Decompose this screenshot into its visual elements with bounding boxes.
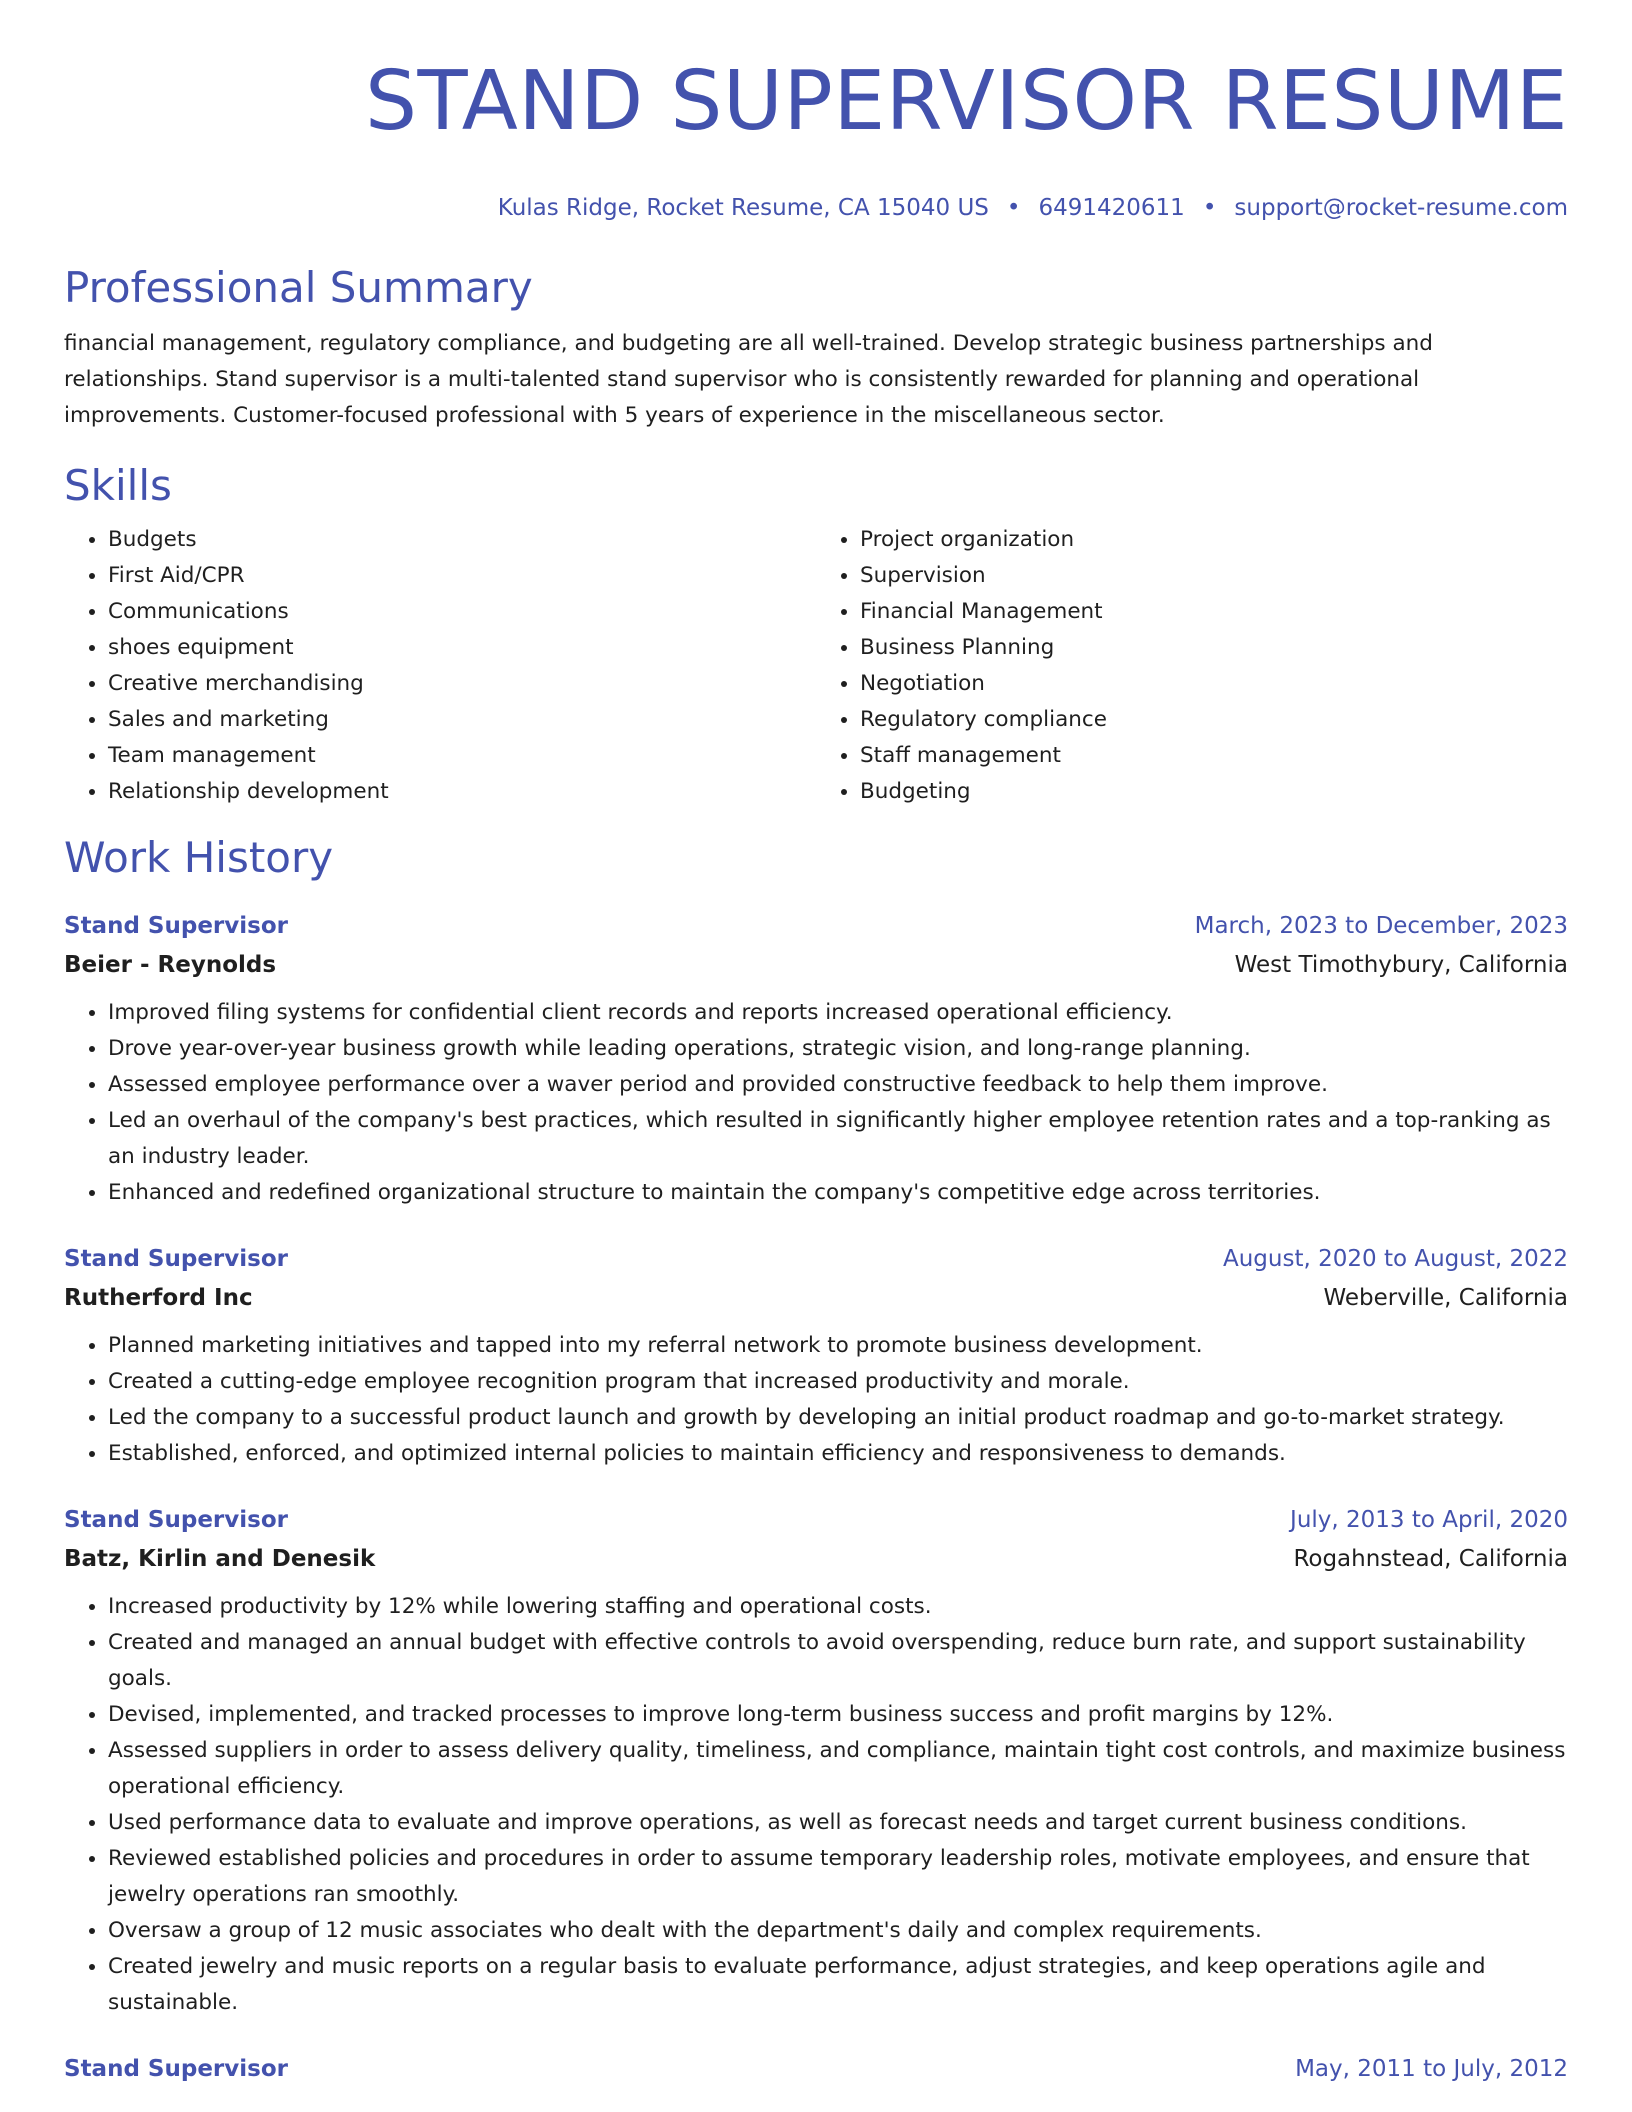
section-title-work-history: Work History xyxy=(64,833,334,882)
skill-item: • Relationship development xyxy=(108,774,816,810)
job-location: Rogahnstead, California xyxy=(1293,1546,1568,1572)
job-bullet: • Enhanced and redefined organizational structure to maintain the company's competitive edge across territories. xyxy=(108,1175,1568,1211)
skills-columns xyxy=(64,522,1568,810)
contact-phone: 6491420611 xyxy=(1038,195,1185,221)
skill-item: • Staff management xyxy=(860,738,1568,774)
job-bullet-list xyxy=(64,1328,1568,1472)
job-bullet: • Devised, implemented, and tracked processes to improve long-term business success and profit margins by 12%. xyxy=(108,1697,1568,1733)
job-subheader xyxy=(64,1282,1568,1314)
job-bullet: • Drove year-over-year business growth while leading operations, strategic vision, and long-range planning. xyxy=(108,1031,1568,1067)
job-bullet: • Led an overhaul of the company's best practices, which resulted in significantly higher employee retention rates and a top-ranking as an industry leader. xyxy=(108,1103,1568,1175)
job-header xyxy=(64,1243,1568,1275)
contact-separator: • xyxy=(1202,195,1217,221)
skill-item: • Budgeting xyxy=(860,774,1568,810)
job-company: Rutherford Inc xyxy=(64,1285,253,1311)
job-bullet: • Used performance data to evaluate and improve operations, as well as forecast needs and target current business conditions. xyxy=(108,1805,1568,1841)
job-dates: March, 2023 to December, 2023 xyxy=(1194,913,1568,939)
contact-address: Kulas Ridge, Rocket Resume, CA 15040 US xyxy=(497,195,989,221)
job-bullet: • Increased productivity by 12% while lowering staffing and operational costs. xyxy=(108,1589,1568,1625)
job-title: Stand Supervisor xyxy=(64,1246,288,1272)
job-company: Beier - Reynolds xyxy=(64,952,277,978)
job-bullet: • Led the company to a successful product launch and growth by developing an initial product roadmap and go-to-market strategy. xyxy=(108,1400,1568,1436)
job-entry xyxy=(64,2053,1568,2085)
job-bullet: • Planned marketing initiatives and tapped into my referral network to promote business development. xyxy=(108,1328,1568,1364)
skill-item: • Communications xyxy=(108,594,816,630)
job-bullet: • Oversaw a group of 12 music associates who dealt with the department's daily and complex requirements. xyxy=(108,1913,1568,1949)
job-bullet: • Established, enforced, and optimized internal policies to maintain efficiency and responsiveness to demands. xyxy=(108,1436,1568,1472)
job-title: Stand Supervisor xyxy=(64,913,288,939)
job-header xyxy=(64,2053,1568,2085)
summary-text: financial management, regulatory compliance, and budgeting are all well-trained. Develop strategic business partnerships and relationships. Stand supervisor is a multi-talented stand supervisor who is consistently rewarded for planning and operational improvements. Customer-focused professional with 5 years of experience in the miscellaneous sector. xyxy=(64,331,1433,428)
resume-header xyxy=(64,0,1568,224)
skill-item: • shoes equipment xyxy=(108,630,816,666)
skill-item: • Team management xyxy=(108,738,816,774)
skill-item: • Creative merchandising xyxy=(108,666,816,702)
job-bullet: • Created a cutting-edge employee recognition program that increased productivity and morale. xyxy=(108,1364,1568,1400)
job-header xyxy=(64,1504,1568,1536)
job-title: Stand Supervisor xyxy=(64,2056,288,2082)
skill-item: • Supervision xyxy=(860,558,1568,594)
skill-item: • Negotiation xyxy=(860,666,1568,702)
job-bullet-list xyxy=(64,995,1568,1211)
skill-item: • Business Planning xyxy=(860,630,1568,666)
job-bullet: • Reviewed established policies and procedures in order to assume temporary leadership roles, motivate employees, and ensure that jewelry operations ran smoothly. xyxy=(108,1841,1568,1913)
job-dates: July, 2013 to April, 2020 xyxy=(1290,1507,1568,1533)
job-bullet: • Created and managed an annual budget with effective controls to avoid overspending, reduce burn rate, and support sustainability goals. xyxy=(108,1625,1568,1697)
job-location: West Timothybury, California xyxy=(1234,952,1568,978)
job-title: Stand Supervisor xyxy=(64,1507,288,1533)
job-entry xyxy=(64,910,1568,1211)
skill-item: • Budgets xyxy=(108,522,816,558)
contact-separator: • xyxy=(1006,195,1021,221)
job-subheader xyxy=(64,949,1568,981)
job-bullet: • Improved filing systems for confidential client records and reports increased operational efficiency. xyxy=(108,995,1568,1031)
skill-item: • Sales and marketing xyxy=(108,702,816,738)
job-entry xyxy=(64,1243,1568,1472)
job-list xyxy=(64,910,1568,2085)
section-title-summary: Professional Summary xyxy=(64,263,533,312)
summary-section xyxy=(64,262,1568,434)
job-dates: August, 2020 to August, 2022 xyxy=(1223,1246,1568,1272)
skill-item: • Financial Management xyxy=(860,594,1568,630)
skill-item: • Regulatory compliance xyxy=(860,702,1568,738)
job-location: Weberville, California xyxy=(1323,1285,1568,1311)
job-bullet: • Created jewelry and music reports on a regular basis to evaluate performance, adjust strategies, and keep operations agile and sustainable. xyxy=(108,1949,1568,2021)
skill-item: • First Aid/CPR xyxy=(108,558,816,594)
skills-list-left xyxy=(64,522,816,810)
contact-line xyxy=(64,192,1568,224)
skills-list-right xyxy=(816,522,1568,810)
job-bullet: • Assessed employee performance over a waver period and provided constructive feedback to help them improve. xyxy=(108,1067,1568,1103)
job-company: Batz, Kirlin and Denesik xyxy=(64,1546,376,1572)
work-history-section xyxy=(64,832,1568,2085)
skill-item: • Project organization xyxy=(860,522,1568,558)
job-bullet-list xyxy=(64,1589,1568,2021)
skills-section xyxy=(64,460,1568,810)
section-title-skills: Skills xyxy=(64,461,172,510)
contact-email[interactable]: support@rocket-resume.com xyxy=(1234,195,1568,221)
job-entry xyxy=(64,1504,1568,2021)
job-header xyxy=(64,910,1568,942)
job-bullet: • Assessed suppliers in order to assess delivery quality, timeliness, and compliance, maintain tight cost controls, and maximize business operational efficiency. xyxy=(108,1733,1568,1805)
job-dates: May, 2011 to July, 2012 xyxy=(1295,2056,1568,2082)
job-subheader xyxy=(64,1543,1568,1575)
resume-title: STAND SUPERVISOR RESUME xyxy=(364,54,1568,149)
